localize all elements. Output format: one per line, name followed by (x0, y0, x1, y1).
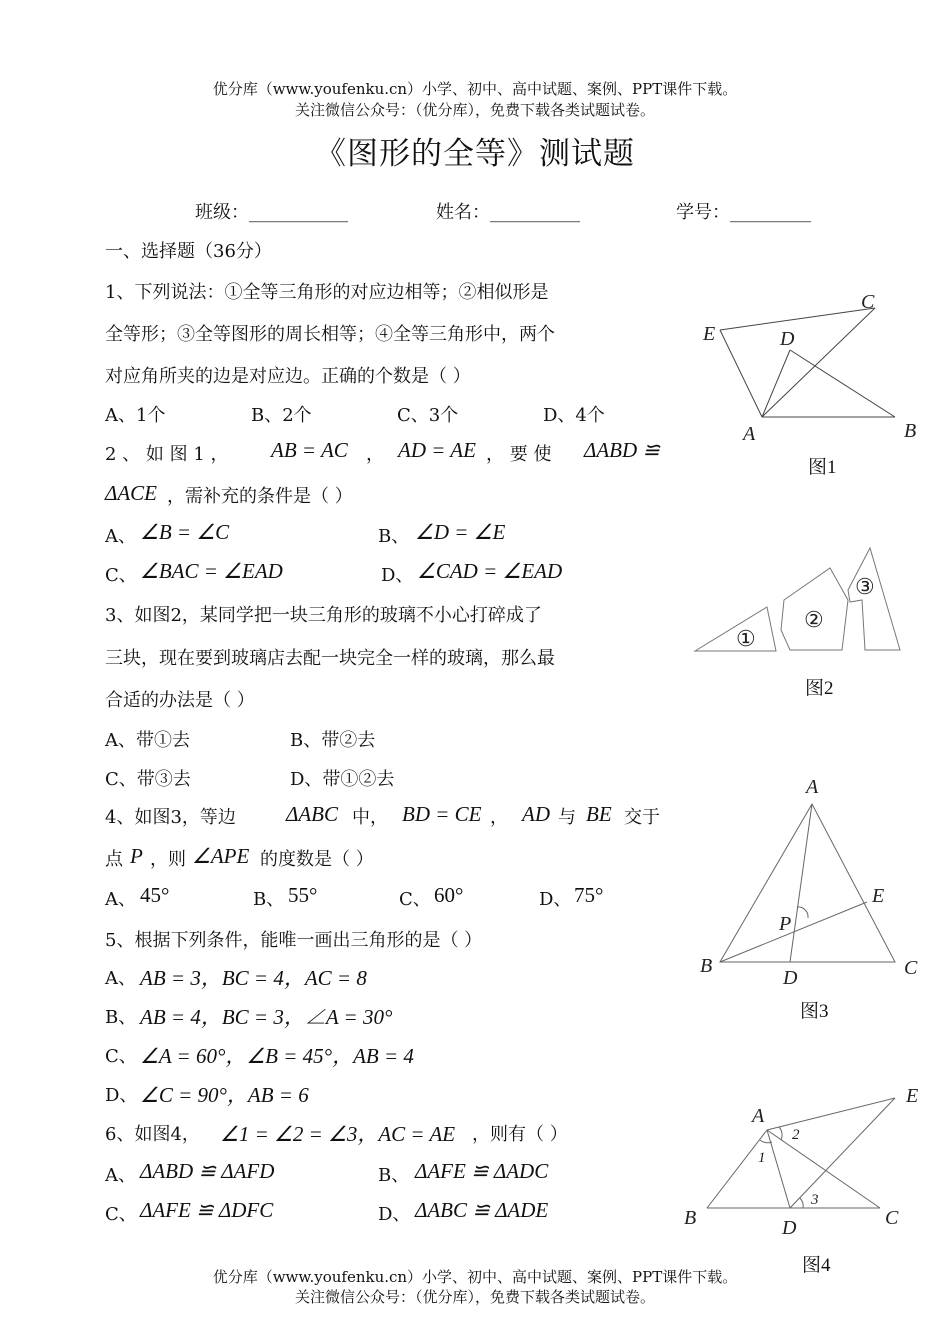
q2-line-1-text: 2 、 如 图 1 ， (105, 444, 229, 465)
q4-option-a-label: A、 (105, 889, 136, 910)
q2-option-d[interactable]: ∠CAD = ∠EAD (417, 559, 563, 583)
q2-cond-ad-ae: AD = AE (398, 438, 476, 462)
q6-option-c-label: C、 (105, 1204, 137, 1225)
q3-line-3: 合适的办法是（ ） (105, 690, 255, 711)
fig1-label-c: C (861, 291, 875, 313)
figure-3 (720, 804, 895, 962)
fig1-label-e: E (703, 323, 716, 345)
q3-line-1: 3、如图2，某同学把一块三角形的玻璃不小心打碎成了 (105, 605, 542, 626)
q1-option-a[interactable]: A、1个 (105, 405, 166, 426)
q4-line-1-tail: 交于 (624, 807, 660, 828)
q4-option-d[interactable]: 75° (574, 883, 604, 907)
fig3-label-a: A (806, 776, 819, 798)
q6-option-d[interactable]: ΔABC ≌ ΔADE (415, 1198, 549, 1222)
q4-option-b-label: B、 (253, 889, 285, 910)
q4-option-c-label: C、 (399, 889, 431, 910)
fig3-label-e: E (872, 885, 885, 907)
fig4-caption: 图4 (802, 1255, 831, 1276)
class-label: 班级： (195, 202, 249, 223)
q4-option-d-label: D、 (539, 889, 572, 910)
header-line-2: 关注微信公众号：（优分库），免费下载各类试题试卷。 (294, 101, 655, 119)
fig2-piece-2: ② (804, 607, 824, 632)
q2-option-d-label: D、 (381, 565, 414, 586)
figure-2 (695, 548, 900, 651)
footer-line-1: 优分库（www.youfenku.cn）小学、初中、高中试题、案例、PPT课件下载。 (212, 1268, 738, 1286)
name-label: 姓名： (436, 202, 490, 223)
q1-option-c[interactable]: C、3个 (397, 405, 459, 426)
fig3-label-b: B (700, 955, 713, 977)
q2-option-a[interactable]: ∠B = ∠C (140, 520, 230, 544)
q4-point-p: P (130, 844, 143, 868)
q1-option-d[interactable]: D、4个 (543, 405, 605, 426)
fig4-label-e: E (906, 1085, 919, 1107)
class-blank: ___________ (249, 202, 348, 223)
q4-sep: ， (490, 807, 508, 828)
q2-sep: ， (366, 444, 384, 465)
q1-line-3: 对应角所夹的边是对应边。正确的个数是（ ） (105, 366, 471, 387)
q3-option-a[interactable]: A、带①去 (105, 730, 190, 751)
q3-option-b[interactable]: B、带②去 (290, 730, 376, 751)
q4-line-2-text: 点 (105, 849, 123, 870)
fig1-label-a: A (743, 423, 756, 445)
q4-option-c[interactable]: 60° (434, 883, 464, 907)
q2-cond-ab-ac: AB = AC (271, 438, 348, 462)
q4-line-1-text: 4、如图3，等边 (105, 807, 236, 828)
q1-line-2: 全等形；③全等图形的周长相等；④全等三角形中，两个 (105, 324, 555, 345)
fig4-label-c: C (885, 1207, 899, 1229)
q2-congruence-right: ΔACE (105, 481, 157, 505)
q6-line-1-text: 6、如图4， (105, 1124, 200, 1145)
section-heading: 一、选择题（36分） (105, 241, 272, 262)
fig2-piece-3: ③ (855, 574, 875, 599)
fig3-label-d: D (783, 967, 798, 989)
q5-line-1: 5、根据下列条件，能唯一画出三角形的是（ ） (105, 930, 483, 951)
fig4-angle-2: 2 (792, 1127, 800, 1143)
q2-line-1-tail: ， 要 使 (486, 444, 552, 465)
q2-option-b-label: B、 (378, 526, 410, 547)
fig3-label-p: P (779, 913, 792, 935)
q4-and: 与 (558, 807, 576, 828)
q3-option-d[interactable]: D、带①②去 (290, 769, 395, 790)
q3-option-c[interactable]: C、带③去 (105, 769, 191, 790)
id-blank: _________ (730, 202, 811, 223)
q2-option-b[interactable]: ∠D = ∠E (415, 520, 506, 544)
q5-option-a[interactable]: AB = 3，BC = 4，AC = 8 (140, 966, 367, 990)
q4-option-b[interactable]: 55° (288, 883, 318, 907)
fig4-label-b: B (684, 1207, 697, 1229)
header-line-1: 优分库（www.youfenku.cn）小学、初中、高中试题、案例、PPT课件下载。 (212, 80, 738, 98)
figure-4 (707, 1098, 895, 1208)
q5-option-c-label: C、 (105, 1046, 137, 1067)
fig3-label-c: C (904, 957, 918, 979)
q5-option-c[interactable]: ∠A = 60°，∠B = 45°，AB = 4 (140, 1044, 414, 1068)
q6-option-c[interactable]: ΔAFE ≌ ΔDFC (140, 1198, 274, 1222)
q4-angle-ape: ∠APE (192, 844, 250, 868)
q5-option-b-label: B、 (105, 1007, 137, 1028)
fig2-caption: 图2 (805, 678, 834, 699)
id-label: 学号： (676, 202, 730, 223)
q6-option-d-label: D、 (378, 1204, 411, 1225)
q2-option-c[interactable]: ∠BAC = ∠EAD (140, 559, 283, 583)
q1-line-1: 1、下列说法：①全等三角形的对应边相等；②相似形是 (105, 282, 549, 303)
q5-option-d[interactable]: ∠C = 90°，AB = 6 (140, 1083, 309, 1107)
q4-option-a[interactable]: 45° (140, 883, 170, 907)
q6-line-1-tail: ，则有（ ） (472, 1124, 568, 1145)
q2-congruence-left: ΔABD ≌ (584, 438, 660, 462)
q4-line-2-tail: 的度数是（ ） (260, 849, 374, 870)
q4-cond-bd-ce: BD = CE (402, 802, 482, 826)
q2-line-2-text: ，需补充的条件是（ ） (167, 486, 353, 507)
q3-line-2: 三块，现在要到玻璃店去配一块完全一样的玻璃，那么最 (105, 648, 555, 669)
q5-option-d-label: D、 (105, 1085, 138, 1106)
fig1-label-b: B (904, 420, 917, 442)
q6-option-b-label: B、 (378, 1165, 410, 1186)
q4-ad: AD (522, 802, 550, 826)
q6-condition: ∠1 = ∠2 = ∠3，AC = AE (220, 1122, 456, 1146)
footer-line-2: 关注微信公众号：（优分库），免费下载各类试题试卷。 (294, 1288, 655, 1306)
fig4-label-a: A (752, 1105, 765, 1127)
figure-1 (720, 308, 895, 417)
q4-line-1-mid: 中， (352, 807, 388, 828)
fig1-caption: 图1 (808, 457, 837, 478)
name-blank: __________ (490, 202, 580, 223)
q4-line-2-mid: ，则 (150, 849, 186, 870)
q2-option-a-label: A、 (105, 526, 136, 547)
fig4-angle-3: 3 (811, 1192, 819, 1208)
q6-option-b[interactable]: ΔAFE ≌ ΔADC (415, 1159, 549, 1183)
q5-option-a-label: A、 (105, 968, 136, 989)
fig3-caption: 图3 (800, 1001, 829, 1022)
q4-triangle: ΔABC (286, 802, 338, 826)
q6-option-a-label: A、 (105, 1165, 136, 1186)
fig1-label-d: D (780, 328, 795, 350)
fig4-label-d: D (782, 1217, 797, 1239)
q2-option-c-label: C、 (105, 565, 137, 586)
fig4-angle-1: 1 (758, 1150, 766, 1166)
q1-option-b[interactable]: B、2个 (251, 405, 312, 426)
fig2-piece-1: ① (736, 626, 756, 651)
q4-be: BE (586, 802, 612, 826)
page-title: 《图形的全等》测试题 (315, 136, 635, 172)
q5-option-b[interactable]: AB = 4，BC = 3，∠A = 30° (140, 1005, 393, 1029)
q6-option-a[interactable]: ΔABD ≌ ΔAFD (140, 1159, 275, 1183)
